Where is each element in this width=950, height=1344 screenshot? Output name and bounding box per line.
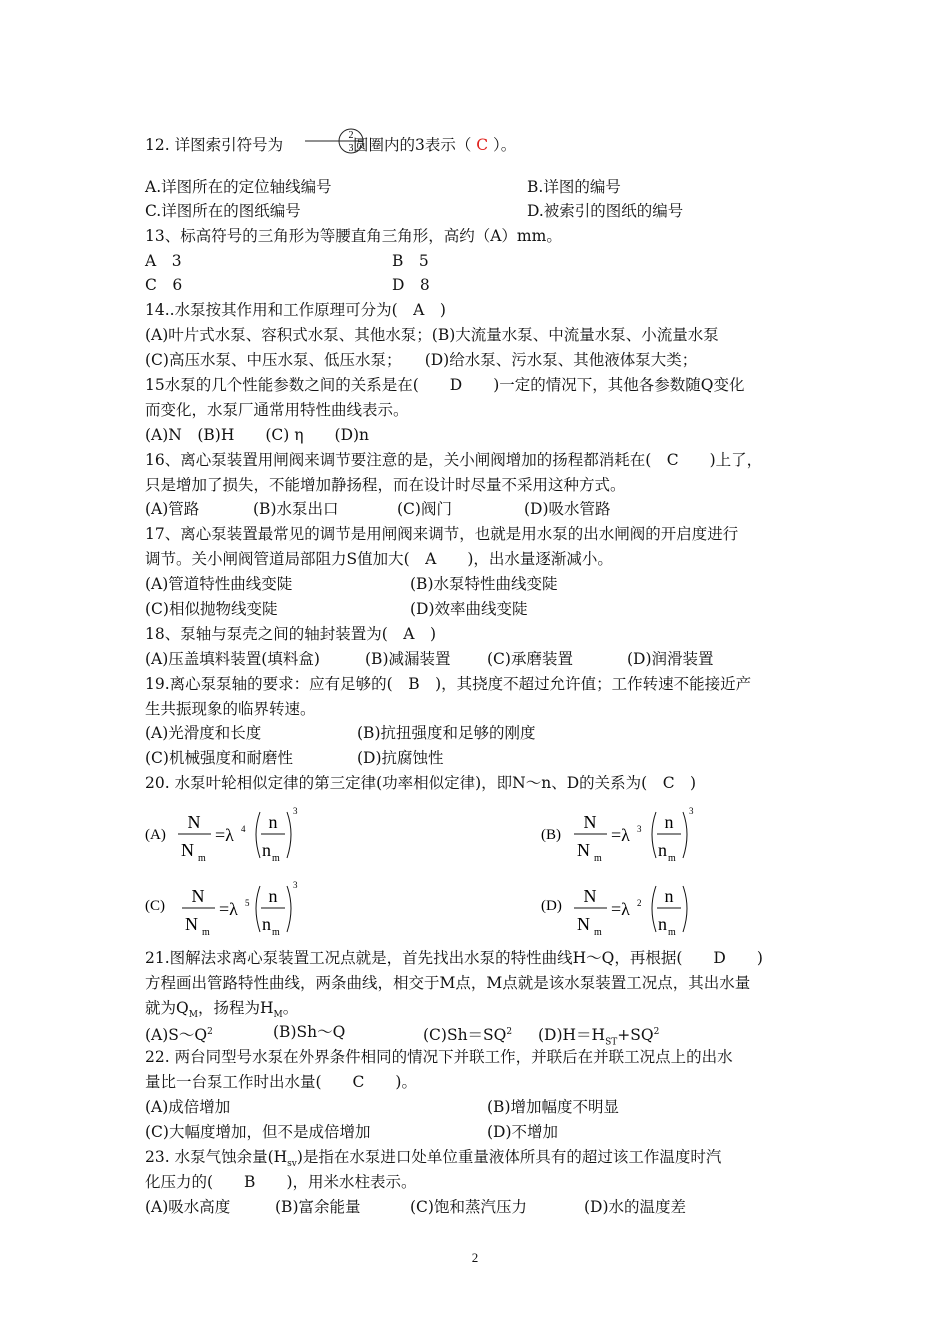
svg-text:(C): (C) — [145, 898, 165, 914]
svg-text:m: m — [668, 927, 676, 938]
q22-option-a: (A)成倍增加 — [145, 1098, 231, 1116]
q14-options-line1: (A)叶片式水泵、容积式水泵、其他水泵；(B)大流量水泵、中流量水泵、小流量水泵 — [145, 326, 719, 344]
q12-option-b: B.详图的编号 — [527, 178, 621, 196]
q13-option-c: C 6 — [145, 276, 183, 294]
q17-option-a: (A)管道特性曲线变陡 — [145, 575, 293, 593]
q13-option-b: B 5 — [392, 252, 429, 270]
q15-options: (A)N (B)H (C) η (D)n — [145, 426, 370, 444]
q16-option-b: (B)水泵出口 — [253, 500, 339, 518]
svg-text:=λ: =λ — [611, 899, 630, 919]
svg-text:n: n — [658, 840, 667, 860]
svg-text:3: 3 — [689, 806, 694, 816]
q21-option-a: $(A)S\sim Q^2$ — [145, 1026, 213, 1045]
svg-text:n: n — [262, 914, 271, 934]
question-14: 14..水泵按其作用和工作原理可分为( A ) — [145, 301, 446, 319]
formula-a — [145, 802, 315, 870]
q21-option-b: (B)Sh～Q — [273, 1023, 346, 1041]
question-21-line2: 方程画出管路特性曲线，两条曲线，相交于M点，M点就是该水泵装置工况点，其出水量 — [145, 974, 751, 992]
svg-text:3: 3 — [293, 880, 298, 890]
q23-option-c: (C)饱和蒸汽压力 — [410, 1198, 527, 1216]
question-15-line2: 而变化，水泵厂通常用特性曲线表示。 — [145, 401, 409, 419]
q16-option-d: (D)吸水管路 — [524, 500, 611, 518]
q19-option-c: (C)机械强度和耐磨性 — [145, 749, 293, 767]
svg-text:n: n — [268, 812, 278, 832]
q12-option-d: D.被索引的图纸的编号 — [527, 202, 684, 220]
svg-text:N: N — [181, 840, 194, 860]
svg-text:m: m — [198, 853, 206, 864]
question-15-line1: 15水泵的几个性能参数之间的关系是在( D )一定的情况下，其他各参数随Q变化 — [145, 376, 745, 394]
q16-option-c: (C)阀门 — [397, 500, 452, 518]
svg-text:2: 2 — [637, 898, 642, 908]
formula-c — [145, 876, 315, 944]
question-13: 13、标高符号的三角形为等腰直角三角形，高约（A）mm。 — [145, 227, 562, 245]
q18-option-c: (C)承磨装置 — [487, 650, 573, 668]
question-22-line1: 22. 两台同型号水泵在外界条件相同的情况下并联工作，并联后在并联工况点上的出水 — [145, 1048, 733, 1066]
q12-answer: C — [476, 136, 489, 154]
q14-options-line2: (C)高压水泵、中压水泵、低压水泵； (D)给水泵、污水泵、其他液体泵大类； — [145, 351, 698, 369]
svg-text:m: m — [668, 853, 676, 864]
svg-text:3: 3 — [637, 824, 642, 834]
question-23-line1: 23. 水泵气蚀余量$(H_{sv})$是指在水泵进口处单位重量液体所具有的超过该工作温度时汽 — [145, 1148, 722, 1170]
q18-option-a: (A)压盖填料装置(填料盒) — [145, 650, 320, 668]
q12-option-c: C.详图所在的图纸编号 — [145, 202, 301, 220]
svg-text:n: n — [262, 840, 271, 860]
svg-text:=λ: =λ — [611, 825, 630, 845]
q17-option-d: (D)效率曲线变陡 — [410, 600, 528, 618]
svg-text:=λ: =λ — [215, 825, 234, 845]
formula-d — [541, 876, 711, 944]
svg-text:m: m — [594, 927, 602, 938]
svg-text:m: m — [202, 927, 210, 938]
svg-text:N: N — [583, 812, 597, 832]
q21-option-d: $(D)H=H_{ST}+SQ^2$ — [538, 1026, 660, 1048]
svg-text:n: n — [664, 812, 674, 832]
svg-text:m: m — [272, 927, 280, 938]
question-21-line1: 21.图解法求离心泵装置工况点就是，首先找出水泵的特性曲线H～Q，再根据( D ) — [145, 949, 763, 967]
question-16-line2: 只是增加了损失，不能增加静扬程，而在设计时尽量不采用这种方式。 — [145, 476, 626, 494]
svg-text:N: N — [185, 914, 198, 934]
q21-option-c: $(C)Sh=SQ^2$ — [423, 1026, 513, 1045]
question-19-line1: 19.离心泵泵轴的要求：应有足够的( B )，其挠度不超过允许值；工作转速不能接近产 — [145, 675, 752, 693]
q22-option-b: (B)增加幅度不明显 — [487, 1098, 619, 1116]
page-number: 2 — [471, 1250, 479, 1265]
svg-text:(A): (A) — [145, 827, 166, 843]
svg-text:(B): (B) — [541, 827, 561, 843]
svg-text:N: N — [577, 914, 590, 934]
question-22-line2: 量比一台泵工作时出水量( C )。 — [145, 1073, 417, 1091]
q12-suffix: ）。 — [488, 136, 517, 154]
q12-prefix: 12. 详图索引符号为 — [145, 136, 284, 154]
symbol-bottom-number: 3 — [348, 143, 354, 154]
svg-text:N: N — [191, 886, 205, 906]
formula-b — [541, 802, 711, 870]
detail-index-symbol — [305, 126, 367, 156]
svg-text:=λ: =λ — [219, 899, 238, 919]
svg-text:N: N — [187, 812, 201, 832]
svg-text:m: m — [594, 853, 602, 864]
q23-option-a: (A)吸水高度 — [145, 1198, 231, 1216]
question-20: 20. 水泵叶轮相似定律的第三定律(功率相似定律)，即N～n、D的关系为( C ) — [145, 774, 697, 792]
q22-option-c: (C)大幅度增加，但不是成倍增加 — [145, 1123, 371, 1141]
q19-option-a: (A)光滑度和长度 — [145, 724, 262, 742]
question-18: 18、泵轴与泵壳之间的轴封装置为( A ) — [145, 625, 437, 643]
q17-option-c: (C)相似抛物线变陡 — [145, 600, 278, 618]
question-17-line1: 17、离心泵装置最常见的调节是用闸阀来调节，也就是用水泵的出水闸阀的开启度进行 — [145, 525, 739, 543]
svg-text:N: N — [583, 886, 597, 906]
svg-text:3: 3 — [293, 806, 298, 816]
svg-text:m: m — [272, 853, 280, 864]
q12-option-a: A.详图所在的定位轴线编号 — [145, 178, 332, 196]
svg-text:n: n — [664, 886, 674, 906]
q18-option-d: (D)润滑装置 — [627, 650, 714, 668]
q13-option-d: D 8 — [392, 276, 430, 294]
svg-text:n: n — [268, 886, 278, 906]
svg-text:(D): (D) — [541, 898, 562, 914]
svg-text:N: N — [577, 840, 590, 860]
q22-option-d: (D)不增加 — [487, 1123, 559, 1141]
svg-text:n: n — [658, 914, 667, 934]
q16-option-a: (A)管路 — [145, 500, 200, 518]
q18-option-b: (B)减漏装置 — [365, 650, 451, 668]
symbol-top-number: 2 — [348, 130, 354, 141]
q13-option-a: A 3 — [145, 252, 182, 270]
question-17-line2: 调节。关小闸阀管道局部阻力S值加大( A )，出水量逐渐减小。 — [145, 550, 613, 568]
q17-option-b: (B)水泵特性曲线变陡 — [410, 575, 558, 593]
q23-option-b: (B)富余能量 — [275, 1198, 361, 1216]
svg-text:4: 4 — [241, 824, 246, 834]
q19-option-d: (D)抗腐蚀性 — [357, 749, 444, 767]
question-16-line1: 16、离心泵装置用闸阀来调节要注意的是，关小闸阀增加的扬程都消耗在( C )上了， — [145, 451, 763, 469]
q12-middle: 圆圈内的3表示（ — [352, 136, 477, 154]
question-23-line2: 化压力的( B )，用米水柱表示。 — [145, 1173, 417, 1191]
question-21-line3: 就为$Q_M$，扬程为$H_M$。 — [145, 999, 299, 1021]
q23-option-d: (D)水的温度差 — [584, 1198, 687, 1216]
question-19-line2: 生共振现象的临界转速。 — [145, 700, 316, 718]
q19-option-b: (B)抗扭强度和足够的刚度 — [357, 724, 536, 742]
svg-text:5: 5 — [245, 898, 250, 908]
